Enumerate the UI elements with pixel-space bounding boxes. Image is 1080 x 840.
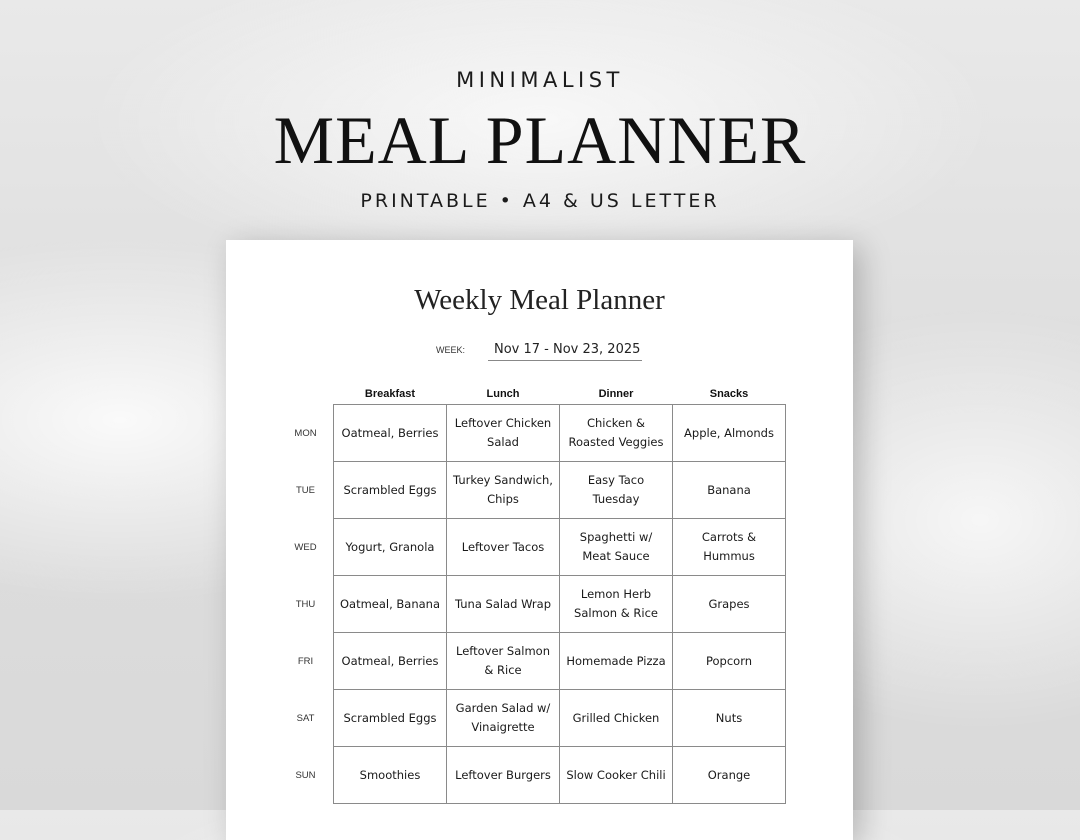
header-eyebrow: MINIMALIST <box>456 68 624 92</box>
meal-cell: Grilled Chicken <box>560 690 673 747</box>
day-label: MON <box>294 427 317 439</box>
day-label: TUE <box>296 484 315 496</box>
column-header: Lunch <box>486 388 520 400</box>
meal-cell: Leftover Chicken Salad <box>447 405 560 462</box>
meal-cell: Carrots & Hummus <box>673 519 786 576</box>
meal-cell: Leftover Salmon & Rice <box>447 633 560 690</box>
week-underline <box>488 360 642 361</box>
column-header: Snacks <box>709 388 749 400</box>
meal-cell: Tuna Salad Wrap <box>447 576 560 633</box>
meal-cell: Slow Cooker Chili <box>560 747 673 804</box>
table-row <box>278 576 786 633</box>
planner-sheet <box>226 240 853 840</box>
table-row <box>278 519 786 576</box>
corner-cell <box>278 384 334 405</box>
meal-cell: Nuts <box>673 690 786 747</box>
meal-cell: Scrambled Eggs <box>334 690 447 747</box>
column-header: Breakfast <box>364 388 416 400</box>
meal-cell: Oatmeal, Berries <box>334 405 447 462</box>
meal-cell: Yogurt, Granola <box>334 519 447 576</box>
meal-cell: Easy Taco Tuesday <box>560 462 673 519</box>
meal-cell: Garden Salad w/ Vinaigrette <box>447 690 560 747</box>
meal-cell: Scrambled Eggs <box>334 462 447 519</box>
meal-cell: Orange <box>673 747 786 804</box>
table-row <box>278 405 786 462</box>
table-row <box>278 690 786 747</box>
meal-cell: Chicken & Roasted Veggies <box>560 405 673 462</box>
meal-cell: Homemade Pizza <box>560 633 673 690</box>
column-header: Dinner <box>598 388 634 400</box>
header-row <box>278 384 786 405</box>
week-value: Nov 17 - Nov 23, 2025 <box>494 342 641 357</box>
day-label: SUN <box>295 769 316 781</box>
header-subtitle: PRINTABLE • A4 & US LETTER <box>360 190 720 212</box>
day-label: WED <box>294 541 317 553</box>
meal-cell: Leftover Tacos <box>447 519 560 576</box>
meal-cell: Apple, Almonds <box>673 405 786 462</box>
day-label: SAT <box>296 712 315 724</box>
meal-cell: Grapes <box>673 576 786 633</box>
meal-cell: Lemon Herb Salmon & Rice <box>560 576 673 633</box>
header-title: MEAL PLANNER <box>273 102 807 178</box>
week-label: WEEK: <box>436 345 466 355</box>
meal-cell: Smoothies <box>334 747 447 804</box>
meal-grid <box>278 384 786 804</box>
meal-cell: Oatmeal, Banana <box>334 576 447 633</box>
day-label: FRI <box>297 655 314 667</box>
meal-cell: Spaghetti w/ Meat Sauce <box>560 519 673 576</box>
meal-cell: Turkey Sandwich, Chips <box>447 462 560 519</box>
table-row <box>278 462 786 519</box>
day-label: THU <box>295 598 316 610</box>
meal-cell: Banana <box>673 462 786 519</box>
meal-cell: Leftover Burgers <box>447 747 560 804</box>
table-row <box>278 747 786 804</box>
meal-cell: Oatmeal, Berries <box>334 633 447 690</box>
planner-title: Weekly Meal Planner <box>414 284 665 316</box>
meal-cell: Popcorn <box>673 633 786 690</box>
table-row <box>278 633 786 690</box>
